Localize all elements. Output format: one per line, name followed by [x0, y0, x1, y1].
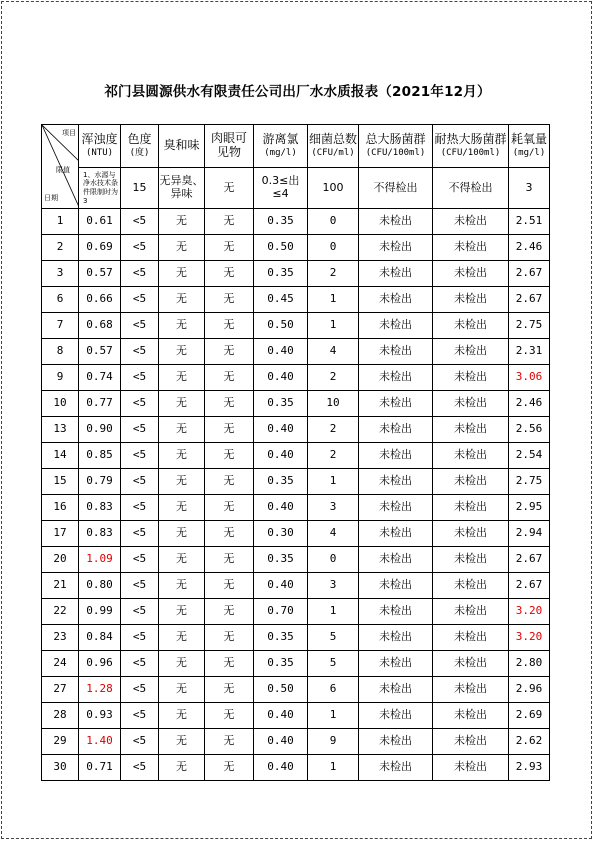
cell-oxygen: 2.67 [509, 573, 550, 599]
cell-bacteria: 4 [308, 339, 359, 365]
table-body [42, 125, 550, 781]
cell-date: 29 [42, 729, 79, 755]
cell-color: <5 [121, 261, 159, 287]
cell-turbidity: 0.74 [79, 365, 121, 391]
header-row [42, 125, 550, 168]
limit-row [42, 168, 550, 209]
cell-visible: 无 [205, 521, 254, 547]
limit-odor: 无异臭、异味 [159, 168, 205, 209]
cell-bacteria: 10 [308, 391, 359, 417]
cell-color: <5 [121, 417, 159, 443]
col-header-thermo-coliform: 耐热大肠菌群 (CFU/100ml) [433, 125, 509, 168]
cell-coliform: 未检出 [359, 599, 433, 625]
cell-odor: 无 [159, 235, 205, 261]
cell-odor: 无 [159, 573, 205, 599]
cell-visible: 无 [205, 495, 254, 521]
cell-chlorine: 0.70 [254, 599, 308, 625]
cell-turbidity: 1.40 [79, 729, 121, 755]
table-row [42, 365, 550, 391]
limit-coliform: 不得检出 [359, 168, 433, 209]
cell-chlorine: 0.35 [254, 209, 308, 235]
cell-visible: 无 [205, 365, 254, 391]
cell-color: <5 [121, 287, 159, 313]
cell-coliform: 未检出 [359, 495, 433, 521]
cell-color: <5 [121, 339, 159, 365]
cell-bacteria: 2 [308, 417, 359, 443]
cell-thermo-coliform: 未检出 [433, 703, 509, 729]
cell-chlorine: 0.40 [254, 703, 308, 729]
cell-chlorine: 0.35 [254, 625, 308, 651]
cell-visible: 无 [205, 703, 254, 729]
table-row [42, 599, 550, 625]
cell-coliform: 未检出 [359, 261, 433, 287]
cell-date: 8 [42, 339, 79, 365]
table-row [42, 313, 550, 339]
cell-thermo-coliform: 未检出 [433, 599, 509, 625]
cell-chlorine: 0.50 [254, 235, 308, 261]
cell-visible: 无 [205, 313, 254, 339]
cell-odor: 无 [159, 495, 205, 521]
table-row [42, 235, 550, 261]
cell-coliform: 未检出 [359, 625, 433, 651]
cell-color: <5 [121, 573, 159, 599]
cell-chlorine: 0.40 [254, 443, 308, 469]
cell-date: 23 [42, 625, 79, 651]
cell-turbidity: 0.66 [79, 287, 121, 313]
table-row [42, 287, 550, 313]
cell-color: <5 [121, 599, 159, 625]
table-row [42, 391, 550, 417]
report-title: 祁门县圆源供水有限责任公司出厂水水质报表（2021年12月） [104, 84, 491, 100]
cell-bacteria: 5 [308, 625, 359, 651]
cell-color: <5 [121, 443, 159, 469]
cell-bacteria: 2 [308, 261, 359, 287]
cell-thermo-coliform: 未检出 [433, 261, 509, 287]
cell-visible: 无 [205, 339, 254, 365]
cell-turbidity: 0.77 [79, 391, 121, 417]
cell-bacteria: 1 [308, 313, 359, 339]
limit-thermo-coliform: 不得检出 [433, 168, 509, 209]
cell-bacteria: 3 [308, 495, 359, 521]
cell-color: <5 [121, 625, 159, 651]
cell-oxygen: 2.56 [509, 417, 550, 443]
corner-date-label: 日期 [44, 193, 58, 202]
cell-odor: 无 [159, 287, 205, 313]
cell-thermo-coliform: 未检出 [433, 209, 509, 235]
cell-thermo-coliform: 未检出 [433, 313, 509, 339]
cell-coliform: 未检出 [359, 209, 433, 235]
cell-visible: 无 [205, 287, 254, 313]
cell-odor: 无 [159, 651, 205, 677]
cell-color: <5 [121, 469, 159, 495]
table-row [42, 495, 550, 521]
table-row [42, 261, 550, 287]
cell-coliform: 未检出 [359, 651, 433, 677]
table-row [42, 625, 550, 651]
cell-oxygen: 2.67 [509, 287, 550, 313]
cell-coliform: 未检出 [359, 339, 433, 365]
water-quality-table [41, 124, 550, 781]
cell-date: 16 [42, 495, 79, 521]
cell-turbidity: 0.61 [79, 209, 121, 235]
cell-chlorine: 0.35 [254, 651, 308, 677]
cell-coliform: 未检出 [359, 547, 433, 573]
cell-odor: 无 [159, 703, 205, 729]
cell-chlorine: 0.30 [254, 521, 308, 547]
cell-date: 10 [42, 391, 79, 417]
cell-turbidity: 1.28 [79, 677, 121, 703]
cell-chlorine: 0.40 [254, 573, 308, 599]
limit-oxygen: 3 [509, 168, 550, 209]
cell-chlorine: 0.40 [254, 755, 308, 781]
cell-coliform: 未检出 [359, 365, 433, 391]
table-row [42, 729, 550, 755]
cell-turbidity: 0.83 [79, 495, 121, 521]
cell-odor: 无 [159, 599, 205, 625]
cell-color: <5 [121, 313, 159, 339]
table-row [42, 547, 550, 573]
cell-date: 15 [42, 469, 79, 495]
cell-oxygen: 2.31 [509, 339, 550, 365]
cell-date: 13 [42, 417, 79, 443]
cell-chlorine: 0.50 [254, 313, 308, 339]
cell-bacteria: 1 [308, 703, 359, 729]
cell-thermo-coliform: 未检出 [433, 365, 509, 391]
cell-date: 7 [42, 313, 79, 339]
cell-chlorine: 0.40 [254, 365, 308, 391]
cell-coliform: 未检出 [359, 469, 433, 495]
cell-date: 20 [42, 547, 79, 573]
cell-thermo-coliform: 未检出 [433, 443, 509, 469]
cell-coliform: 未检出 [359, 729, 433, 755]
col-header-chlorine: 游离氯 (mg/l) [254, 125, 308, 168]
table-row [42, 573, 550, 599]
cell-date: 30 [42, 755, 79, 781]
cell-turbidity: 0.68 [79, 313, 121, 339]
cell-bacteria: 2 [308, 443, 359, 469]
limit-turbidity: 1、水源与净水技术条件限制时为3 [79, 168, 121, 209]
cell-turbidity: 0.84 [79, 625, 121, 651]
cell-visible: 无 [205, 209, 254, 235]
cell-turbidity: 0.99 [79, 599, 121, 625]
cell-bacteria: 6 [308, 677, 359, 703]
cell-coliform: 未检出 [359, 573, 433, 599]
cell-oxygen: 2.80 [509, 651, 550, 677]
cell-thermo-coliform: 未检出 [433, 547, 509, 573]
table-row [42, 469, 550, 495]
cell-turbidity: 0.90 [79, 417, 121, 443]
cell-oxygen: 2.46 [509, 235, 550, 261]
corner-cell [42, 125, 79, 209]
cell-odor: 无 [159, 469, 205, 495]
cell-visible: 无 [205, 443, 254, 469]
cell-coliform: 未检出 [359, 677, 433, 703]
cell-chlorine: 0.40 [254, 417, 308, 443]
col-header-color: 色度 (度) [121, 125, 159, 168]
cell-thermo-coliform: 未检出 [433, 469, 509, 495]
cell-turbidity: 0.57 [79, 261, 121, 287]
limit-visible: 无 [205, 168, 254, 209]
cell-thermo-coliform: 未检出 [433, 417, 509, 443]
cell-odor: 无 [159, 313, 205, 339]
cell-visible: 无 [205, 573, 254, 599]
cell-oxygen: 3.06 [509, 365, 550, 391]
cell-oxygen: 2.75 [509, 313, 550, 339]
col-header-visible: 肉眼可 见物 [205, 125, 254, 168]
cell-thermo-coliform: 未检出 [433, 391, 509, 417]
cell-visible: 无 [205, 625, 254, 651]
cell-oxygen: 2.67 [509, 261, 550, 287]
cell-color: <5 [121, 677, 159, 703]
cell-visible: 无 [205, 547, 254, 573]
col-header-coliform: 总大肠菌群 (CFU/100ml) [359, 125, 433, 168]
cell-date: 1 [42, 209, 79, 235]
cell-visible: 无 [205, 677, 254, 703]
cell-date: 17 [42, 521, 79, 547]
cell-thermo-coliform: 未检出 [433, 287, 509, 313]
cell-odor: 无 [159, 755, 205, 781]
cell-color: <5 [121, 547, 159, 573]
cell-date: 21 [42, 573, 79, 599]
col-header-turbidity: 浑浊度 (NTU) [79, 125, 121, 168]
cell-date: 28 [42, 703, 79, 729]
cell-oxygen: 2.67 [509, 547, 550, 573]
cell-coliform: 未检出 [359, 391, 433, 417]
cell-turbidity: 0.85 [79, 443, 121, 469]
cell-chlorine: 0.40 [254, 729, 308, 755]
cell-coliform: 未检出 [359, 235, 433, 261]
cell-color: <5 [121, 703, 159, 729]
cell-coliform: 未检出 [359, 443, 433, 469]
cell-coliform: 未检出 [359, 417, 433, 443]
cell-odor: 无 [159, 729, 205, 755]
cell-oxygen: 2.54 [509, 443, 550, 469]
cell-bacteria: 1 [308, 755, 359, 781]
limit-bacteria: 100 [308, 168, 359, 209]
col-header-bacteria: 细菌总数 (CFU/ml) [308, 125, 359, 168]
cell-bacteria: 1 [308, 469, 359, 495]
cell-color: <5 [121, 495, 159, 521]
cell-oxygen: 2.75 [509, 469, 550, 495]
cell-thermo-coliform: 未检出 [433, 573, 509, 599]
col-header-odor: 臭和味 [159, 125, 205, 168]
cell-coliform: 未检出 [359, 521, 433, 547]
cell-bacteria: 3 [308, 573, 359, 599]
cell-visible: 无 [205, 417, 254, 443]
cell-turbidity: 1.09 [79, 547, 121, 573]
cell-chlorine: 0.35 [254, 261, 308, 287]
table-row [42, 703, 550, 729]
cell-color: <5 [121, 235, 159, 261]
cell-date: 14 [42, 443, 79, 469]
corner-item-label: 项目 [62, 129, 76, 137]
cell-chlorine: 0.45 [254, 287, 308, 313]
cell-turbidity: 0.93 [79, 703, 121, 729]
cell-odor: 无 [159, 365, 205, 391]
cell-oxygen: 2.96 [509, 677, 550, 703]
cell-odor: 无 [159, 521, 205, 547]
cell-thermo-coliform: 未检出 [433, 521, 509, 547]
cell-turbidity: 0.96 [79, 651, 121, 677]
cell-odor: 无 [159, 625, 205, 651]
cell-color: <5 [121, 651, 159, 677]
cell-bacteria: 4 [308, 521, 359, 547]
cell-color: <5 [121, 391, 159, 417]
cell-thermo-coliform: 未检出 [433, 755, 509, 781]
cell-bacteria: 9 [308, 729, 359, 755]
cell-thermo-coliform: 未检出 [433, 625, 509, 651]
cell-date: 3 [42, 261, 79, 287]
cell-chlorine: 0.35 [254, 391, 308, 417]
cell-visible: 无 [205, 469, 254, 495]
cell-oxygen: 2.62 [509, 729, 550, 755]
cell-visible: 无 [205, 235, 254, 261]
cell-bacteria: 5 [308, 651, 359, 677]
cell-chlorine: 0.40 [254, 495, 308, 521]
cell-oxygen: 3.20 [509, 599, 550, 625]
cell-color: <5 [121, 755, 159, 781]
cell-thermo-coliform: 未检出 [433, 235, 509, 261]
cell-visible: 无 [205, 261, 254, 287]
cell-thermo-coliform: 未检出 [433, 729, 509, 755]
cell-oxygen: 2.94 [509, 521, 550, 547]
cell-chlorine: 0.35 [254, 547, 308, 573]
cell-visible: 无 [205, 599, 254, 625]
cell-turbidity: 0.80 [79, 573, 121, 599]
cell-visible: 无 [205, 391, 254, 417]
cell-visible: 无 [205, 755, 254, 781]
cell-date: 6 [42, 287, 79, 313]
cell-oxygen: 3.20 [509, 625, 550, 651]
cell-bacteria: 0 [308, 209, 359, 235]
cell-oxygen: 2.93 [509, 755, 550, 781]
limit-chlorine: 0.3≤出≤4 [254, 168, 308, 209]
limit-color: 15 [121, 168, 159, 209]
cell-bacteria: 1 [308, 287, 359, 313]
cell-turbidity: 0.83 [79, 521, 121, 547]
cell-visible: 无 [205, 651, 254, 677]
cell-thermo-coliform: 未检出 [433, 677, 509, 703]
cell-thermo-coliform: 未检出 [433, 339, 509, 365]
cell-odor: 无 [159, 391, 205, 417]
cell-coliform: 未检出 [359, 755, 433, 781]
cell-odor: 无 [159, 339, 205, 365]
cell-coliform: 未检出 [359, 287, 433, 313]
cell-date: 22 [42, 599, 79, 625]
table-row [42, 755, 550, 781]
table-row [42, 651, 550, 677]
cell-chlorine: 0.50 [254, 677, 308, 703]
table-row [42, 521, 550, 547]
cell-thermo-coliform: 未检出 [433, 651, 509, 677]
cell-date: 27 [42, 677, 79, 703]
cell-bacteria: 0 [308, 547, 359, 573]
cell-color: <5 [121, 365, 159, 391]
cell-bacteria: 1 [308, 599, 359, 625]
cell-odor: 无 [159, 677, 205, 703]
cell-chlorine: 0.40 [254, 339, 308, 365]
cell-date: 9 [42, 365, 79, 391]
table-row [42, 443, 550, 469]
cell-color: <5 [121, 521, 159, 547]
cell-chlorine: 0.35 [254, 469, 308, 495]
cell-turbidity: 0.71 [79, 755, 121, 781]
cell-odor: 无 [159, 417, 205, 443]
cell-date: 2 [42, 235, 79, 261]
cell-date: 24 [42, 651, 79, 677]
table-row [42, 677, 550, 703]
cell-bacteria: 0 [308, 235, 359, 261]
cell-oxygen: 2.95 [509, 495, 550, 521]
cell-color: <5 [121, 209, 159, 235]
table-row [42, 339, 550, 365]
cell-odor: 无 [159, 209, 205, 235]
table-row [42, 417, 550, 443]
cell-visible: 无 [205, 729, 254, 755]
cell-odor: 无 [159, 261, 205, 287]
col-header-oxygen: 耗氧量 (mg/l) [509, 125, 550, 168]
cell-turbidity: 0.57 [79, 339, 121, 365]
table-row [42, 209, 550, 235]
cell-color: <5 [121, 729, 159, 755]
cell-turbidity: 0.69 [79, 235, 121, 261]
cell-oxygen: 2.69 [509, 703, 550, 729]
corner-limit-label: 限值 [56, 166, 70, 174]
cell-oxygen: 2.51 [509, 209, 550, 235]
cell-thermo-coliform: 未检出 [433, 495, 509, 521]
cell-odor: 无 [159, 547, 205, 573]
cell-oxygen: 2.46 [509, 391, 550, 417]
cell-coliform: 未检出 [359, 703, 433, 729]
cell-bacteria: 2 [308, 365, 359, 391]
cell-turbidity: 0.79 [79, 469, 121, 495]
cell-odor: 无 [159, 443, 205, 469]
cell-coliform: 未检出 [359, 313, 433, 339]
